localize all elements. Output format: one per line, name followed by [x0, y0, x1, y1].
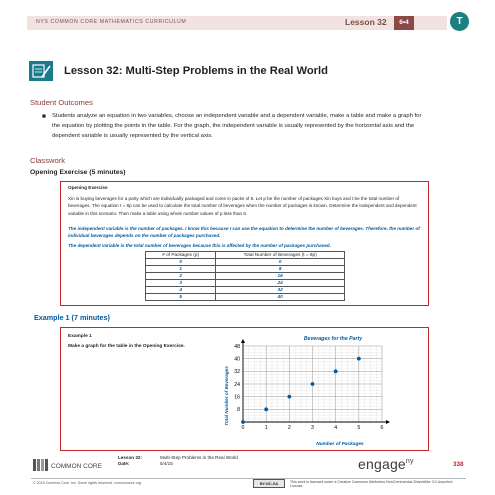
table-cell: 3 — [146, 280, 216, 287]
lesson-icon — [29, 61, 53, 81]
page-number: 338 — [453, 461, 464, 468]
student-outcomes-heading: Student Outcomes — [30, 98, 93, 107]
table-cell: 0 — [216, 259, 345, 266]
footer-date-value: 5/4/15 — [160, 461, 173, 467]
opening-exercise-heading: Opening Exercise (5 minutes) — [30, 169, 126, 176]
example-prompt: Make a graph for the table in the Opening Exercise. — [68, 344, 185, 349]
table-row — [146, 266, 345, 273]
table-cell: 8 — [216, 266, 345, 273]
chart-title: Beverages for the Party — [303, 336, 363, 342]
page-title: Lesson 32: Multi-Step Problems in the Real World — [64, 65, 328, 77]
footer-divider — [31, 478, 466, 479]
license-link[interactable]: This work is licensed under a Creative Commons Attribution-NonCommercial-ShareAlike 3.0 Unported License. — [290, 480, 453, 489]
opening-problem-text: Xin is buying beverages for a party which are individually packaged and come in packs of 8. Let p be the number of packages Xin buys and t be the total number of beverages. The equation t = 8p can be used to calculate the total number of beverages when the number of packages is known. Determine the independent and dependent variable in this scenario. Then make a table using whole number values of p less than 6. — [68, 196, 417, 216]
curriculum-name: NYS COMMON CORE MATHEMATICS CURRICULUM — [36, 19, 187, 25]
cc-license-badge: BY-NC-SA — [253, 479, 285, 488]
data-point — [287, 395, 291, 399]
module-badge: 6•4 — [394, 16, 414, 30]
table-row — [146, 294, 345, 301]
packages-table — [145, 251, 345, 301]
table-row — [146, 287, 345, 294]
data-point — [241, 420, 245, 424]
table-row — [146, 280, 345, 287]
x-tick-label: 5 — [357, 425, 361, 431]
table-cell: 4 — [146, 287, 216, 294]
x-tick-label: 2 — [287, 425, 291, 431]
y-axis-arrow — [241, 339, 245, 343]
common-core-logo — [33, 458, 105, 472]
y-tick-label: 8 — [237, 407, 240, 414]
table-cell: 16 — [216, 273, 345, 280]
table-cell: 24 — [216, 280, 345, 287]
teacher-badge: T — [450, 12, 469, 31]
table-cell: 2 — [146, 273, 216, 280]
footer-values — [160, 455, 238, 468]
footer-labels — [118, 455, 142, 468]
table-row — [146, 259, 345, 266]
footer-copyright: © 2015 Common Core, Inc. Some rights reserved. commoncore.org — [33, 481, 141, 485]
x-tick-label: 0 — [241, 425, 245, 431]
bullet-icon: ■ — [42, 113, 46, 120]
table-cell: 40 — [216, 294, 345, 301]
example-title: Example 1 — [68, 334, 92, 339]
dependent-answer: The dependent variable is the total number of beverages because this is affected by the number of packages purchased. — [68, 243, 331, 248]
x-tick-label: 3 — [311, 425, 314, 431]
y-tick-label: 40 — [234, 356, 240, 363]
header-lesson: Lesson 32 — [345, 17, 387, 27]
outcome-text: Students analyze an equation in two variables, choose an independent variable and a dependent variable, make a table and make a graph for the equation by plotting the points in the table. For the graph, the independent variable is usually represented by the horizontal axis and the dependent variable is usually represented by the vertical axis. — [52, 113, 422, 140]
table-row — [146, 273, 345, 280]
data-point — [357, 357, 361, 361]
footer-lesson-value: Multi-Step Problems in the Real World — [160, 455, 238, 460]
data-point — [334, 369, 338, 373]
table-cell: 0 — [146, 259, 216, 266]
table-cell: 32 — [216, 287, 345, 294]
independent-answer: The independent variable is the number of packages. I know this because I can use the equation to determine the number of beverages. Therefore, the number of individual beverages depends on the number of packages purchased. — [68, 226, 420, 239]
y-tick-label: 24 — [234, 381, 240, 388]
opening-exercise-title: Opening Exercise — [68, 185, 108, 190]
beverages-chart — [215, 330, 425, 448]
table-cell: 5 — [146, 294, 216, 301]
x-axis-arrow — [386, 420, 390, 424]
footer-lesson-label: Lesson 32: — [118, 455, 142, 460]
y-tick-label: 48 — [234, 343, 240, 350]
data-point — [311, 382, 315, 386]
engage-ny-logo: engage$^{ny}$ — [358, 456, 414, 472]
classwork-heading: Classwork — [30, 156, 66, 165]
data-point — [264, 407, 268, 411]
x-tick-label: 6 — [380, 425, 384, 431]
x-axis-label: Number of Packages — [316, 442, 364, 447]
table-cell: 1 — [146, 266, 216, 273]
footer-date-label: Date: — [118, 461, 130, 467]
logo-text: COMMON CORE — [51, 463, 102, 470]
table-header: # of Packages (p) — [146, 252, 216, 259]
table-header: Total Number of Beverages (t = 8p) — [216, 252, 345, 259]
example-heading: Example 1 (7 minutes) — [34, 313, 110, 322]
x-tick-label: 1 — [264, 425, 268, 431]
y-axis-label: Total Number of Beverages — [224, 366, 229, 426]
table-header-row — [146, 252, 345, 259]
x-tick-label: 4 — [334, 425, 338, 431]
y-tick-label: 32 — [234, 369, 240, 376]
y-tick-label: 16 — [234, 394, 240, 401]
